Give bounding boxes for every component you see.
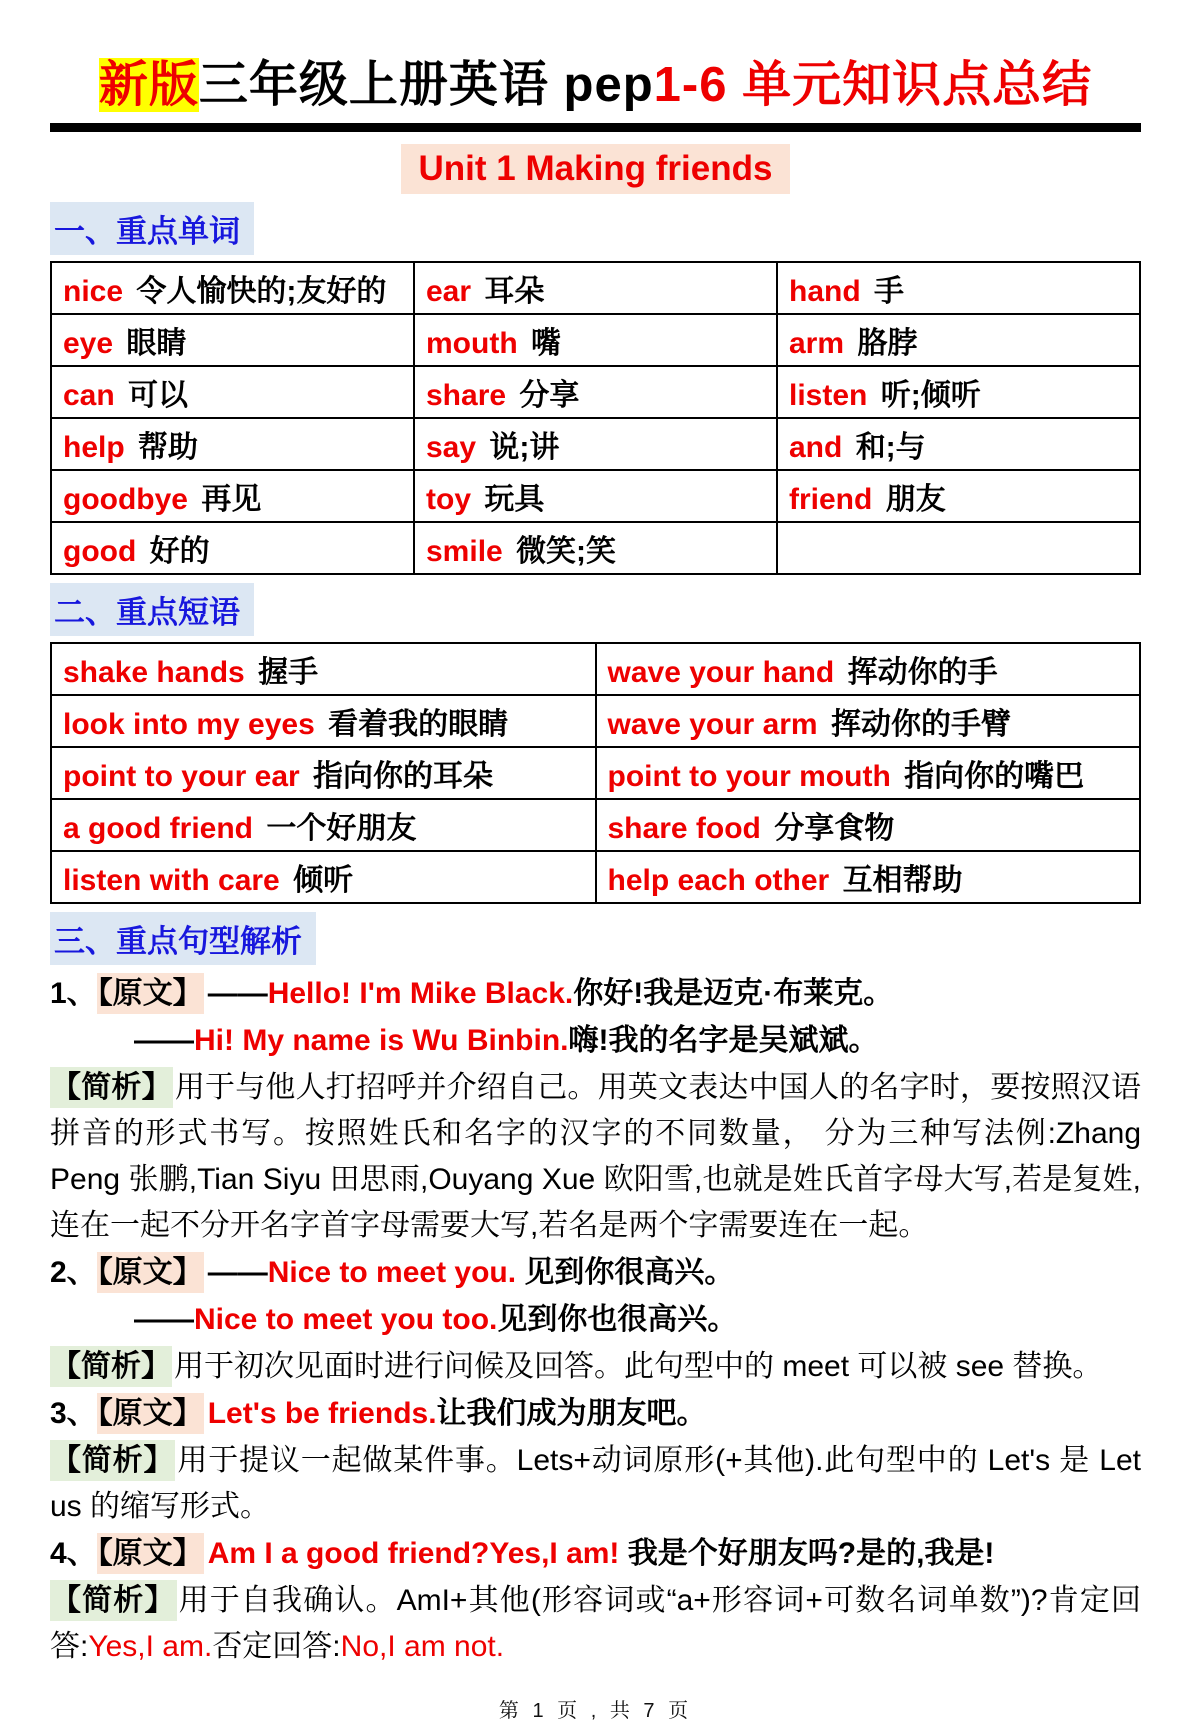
word-en: listen: [789, 379, 868, 412]
word-cell: [414, 366, 777, 418]
word-en: goodbye: [63, 483, 188, 516]
red-run: Nice to meet you too.: [194, 1303, 498, 1336]
label-original-run: 【原文】: [97, 1252, 204, 1293]
word-cell: [51, 522, 414, 574]
word-zh: 说;讲: [489, 431, 560, 464]
title-badge: 新版: [98, 58, 199, 112]
phrase-en: share food: [607, 812, 761, 845]
text-run: 3、: [50, 1397, 97, 1430]
word-en: eye: [63, 327, 114, 360]
phrase-table: [50, 642, 1141, 904]
word-table: [50, 261, 1141, 575]
word-cell: [51, 262, 414, 314]
word-zh: 帮助: [138, 431, 199, 464]
red-run: No,I am not.: [340, 1630, 505, 1663]
word-en: nice: [63, 275, 124, 308]
phrase-zh: 看着我的眼睛: [328, 708, 509, 741]
page-footer: [50, 1694, 1141, 1723]
word-zh: 朋友: [885, 483, 946, 516]
red-run: Let's be friends.: [207, 1397, 437, 1430]
table-row: [51, 643, 1140, 695]
phrase-en: look into my eyes: [63, 708, 315, 741]
word-en: ear: [426, 275, 472, 308]
word-cell: [777, 314, 1140, 366]
phrase-en: listen with care: [63, 864, 280, 897]
word-en: hand: [789, 275, 861, 308]
page-title: [50, 46, 1141, 116]
word-cell: [51, 470, 414, 522]
unit-subtitle-row: [50, 144, 1141, 194]
word-en: and: [789, 431, 843, 464]
word-zh: 再见: [201, 483, 262, 516]
phrase-cell: [596, 695, 1141, 747]
red-run: Am I a good friend?Yes,I am!: [207, 1537, 620, 1570]
word-zh: 胳脖: [857, 327, 918, 360]
analysis-line: [50, 1344, 1141, 1390]
red-run: Hi! My name is Wu Binbin.: [194, 1024, 569, 1057]
text-run: 我是个好朋友吗?是的,我是!: [619, 1537, 995, 1570]
word-zh: 好的: [149, 535, 210, 568]
text-run: 用于与他人打招呼并介绍自己。用英文表达中国人的名字时，要按照汉语拼音的形式书写。按照姓氏和名字的汉字的不同数量， 分为三种写法例:Zhang Peng 张鹏,Tian Siyu 田思雨,Ouyang Xue 欧阳雪,也就是姓氏首字母大写,若是复姓,连在一起不分开名字首字母需要大写,若名是两个字需要连在一起。: [50, 1071, 1142, 1242]
table-row: [51, 799, 1140, 851]
word-cell: [777, 262, 1140, 314]
label-analysis-run: 【简析】: [50, 1067, 173, 1108]
text-run: ——: [207, 977, 268, 1010]
text-run: 见到你很高兴。: [516, 1256, 735, 1289]
original-line: [50, 1531, 1141, 1577]
word-zh: 手: [874, 275, 905, 308]
table-row: [51, 747, 1140, 799]
text-run: 嗨!我的名字是吴斌斌。: [568, 1024, 879, 1057]
text-run: ——: [134, 1024, 194, 1057]
word-zh: 微笑;笑: [516, 535, 617, 568]
text-run: 4、: [50, 1537, 97, 1570]
page-number: 第 1 页 , 共 7 页: [498, 1700, 693, 1722]
word-cell: [51, 366, 414, 418]
text-run: 用于自我确认。AmI+其他(形容词或“a+形容词+可数名词单数”)?肯定回答:: [50, 1584, 1141, 1663]
original-line: [50, 1250, 1141, 1296]
phrase-en: shake hands: [63, 656, 245, 689]
section-heading-words: 一、重点单词: [50, 202, 254, 255]
table-row: [51, 851, 1140, 903]
title-red-text: 1-6 单元知识点总结: [653, 58, 1093, 112]
word-cell: [414, 470, 777, 522]
word-zh: 嘴: [530, 327, 561, 360]
word-zh: 分享: [519, 379, 580, 412]
phrase-zh: 指向你的耳朵: [313, 760, 494, 793]
section-phrases: [50, 583, 1141, 636]
phrase-en: help each other: [607, 864, 830, 897]
word-en: friend: [789, 483, 873, 516]
sentence-analysis-list: [50, 971, 1141, 1670]
sentence-item-1: [50, 971, 1141, 1249]
section-heading-sentences: 三、重点句型解析: [50, 912, 316, 965]
section-heading-phrases: 二、重点短语: [50, 583, 254, 636]
word-cell: [414, 418, 777, 470]
phrase-zh: 指向你的嘴巴: [904, 760, 1085, 793]
phrase-en: wave your arm: [607, 708, 818, 741]
text-run: 让我们成为朋友吧。: [436, 1397, 707, 1430]
label-analysis-run: 【简析】: [50, 1580, 177, 1621]
section-sentences: [50, 912, 1141, 965]
word-en: toy: [426, 483, 471, 516]
phrase-zh: 倾听: [293, 864, 354, 897]
word-en: good: [63, 535, 137, 568]
phrase-zh: 一个好朋友: [266, 812, 417, 845]
analysis-line: [50, 1438, 1141, 1530]
table-row: [51, 314, 1140, 366]
word-zh: 眼睛: [126, 327, 187, 360]
sentence-item-3: [50, 1391, 1141, 1530]
title-main-text: 三年级上册英语 pep: [198, 58, 654, 112]
phrase-cell: [596, 799, 1141, 851]
text-run: ——: [134, 1303, 194, 1336]
text-run: 1、: [50, 977, 97, 1010]
phrase-cell: [596, 643, 1141, 695]
table-row: [51, 522, 1140, 574]
text-run: 用于初次见面时进行问候及回答。此句型中的 meet 可以被 see 替换。: [174, 1350, 1103, 1383]
word-cell: [777, 522, 1140, 574]
phrase-en: point to your mouth: [607, 760, 891, 793]
table-row: [51, 418, 1140, 470]
phrase-en: a good friend: [63, 812, 253, 845]
text-run: 2、: [50, 1256, 97, 1289]
word-cell: [414, 262, 777, 314]
word-en: say: [426, 431, 477, 464]
unit-subtitle: Unit 1 Making friends: [401, 144, 791, 194]
original-line: [50, 1018, 1141, 1064]
text-run: 见到你也很高兴。: [497, 1303, 738, 1336]
phrase-en: wave your hand: [607, 656, 835, 689]
table-row: [51, 366, 1140, 418]
label-analysis-run: 【简析】: [50, 1440, 175, 1481]
analysis-line: [50, 1065, 1141, 1249]
word-cell: [414, 314, 777, 366]
word-en: help: [63, 431, 125, 464]
phrase-cell: [596, 747, 1141, 799]
text-run: 你好!我是迈克·布莱克。: [573, 977, 894, 1010]
text-run: ——: [207, 1256, 268, 1289]
word-en: can: [63, 379, 115, 412]
original-line: [50, 1297, 1141, 1343]
label-original-run: 【原文】: [97, 973, 204, 1014]
red-run: Nice to meet you.: [267, 1256, 517, 1289]
word-zh: 听;倾听: [880, 379, 981, 412]
table-row: [51, 262, 1140, 314]
title-divider: [50, 123, 1141, 132]
phrase-cell: [51, 747, 596, 799]
word-cell: [414, 522, 777, 574]
red-run: Yes,I am.: [88, 1630, 213, 1663]
phrase-zh: 挥动你的手臂: [830, 708, 1011, 741]
sentence-item-4: [50, 1531, 1141, 1670]
word-cell: [51, 314, 414, 366]
phrase-zh: 互相帮助: [842, 864, 963, 897]
word-zh: 耳朵: [484, 275, 545, 308]
word-cell: [777, 418, 1140, 470]
table-row: [51, 695, 1140, 747]
phrase-zh: 分享食物: [774, 812, 895, 845]
phrase-cell: [51, 695, 596, 747]
word-cell: [51, 418, 414, 470]
word-zh: 令人愉快的;友好的: [136, 275, 387, 308]
phrase-zh: 握手: [258, 656, 319, 689]
word-cell: [777, 366, 1140, 418]
text-run: 用于提议一起做某件事。Lets+动词原形(+其他).此句型中的 Let's 是 Let us 的缩写形式。: [50, 1444, 1142, 1523]
label-original-run: 【原文】: [97, 1393, 204, 1434]
phrase-zh: 挥动你的手: [847, 656, 998, 689]
word-zh: 玩具: [484, 483, 545, 516]
text-run: 否定回答:: [212, 1630, 341, 1663]
sentence-item-2: [50, 1250, 1141, 1390]
original-line: [50, 1391, 1141, 1437]
analysis-line: [50, 1578, 1141, 1670]
phrase-cell: [51, 643, 596, 695]
phrase-en: point to your ear: [63, 760, 300, 793]
original-line: [50, 971, 1141, 1017]
word-en: share: [426, 379, 507, 412]
section-words: [50, 202, 1141, 255]
label-analysis-run: 【简析】: [50, 1346, 172, 1387]
word-en: mouth: [426, 327, 518, 360]
label-original-run: 【原文】: [97, 1533, 204, 1574]
word-en: arm: [789, 327, 845, 360]
word-zh: 和;与: [855, 431, 926, 464]
word-zh: 可以: [128, 379, 189, 412]
table-row: [51, 470, 1140, 522]
phrase-cell: [51, 851, 596, 903]
word-cell: [777, 470, 1140, 522]
red-run: Hello! I'm Mike Black.: [267, 977, 574, 1010]
phrase-cell: [596, 851, 1141, 903]
word-en: smile: [426, 535, 503, 568]
phrase-cell: [51, 799, 596, 851]
